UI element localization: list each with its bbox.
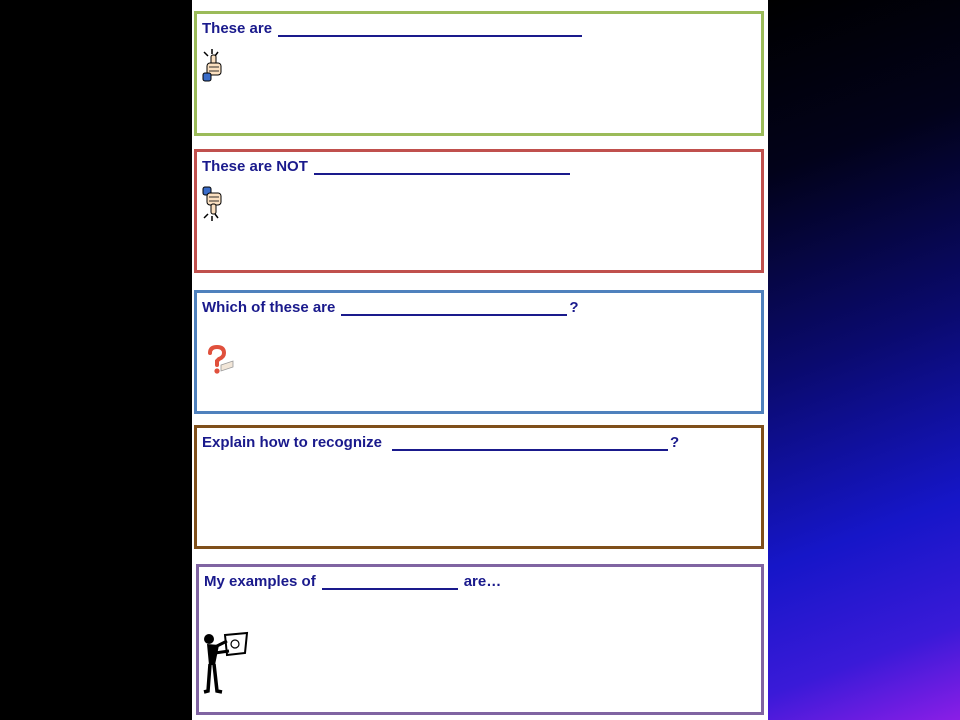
my-examples-label: My examples of	[204, 573, 316, 590]
explain-prompt	[202, 434, 679, 451]
my-examples-prompt	[204, 573, 501, 590]
right-gradient-background	[768, 0, 960, 720]
fill-in-blank	[322, 576, 458, 590]
worksheet-page	[192, 0, 768, 720]
fill-in-blank	[314, 161, 570, 175]
fill-in-blank	[392, 437, 668, 451]
person-holding-sign-icon	[201, 631, 253, 700]
these-are-prompt	[202, 20, 582, 37]
question-mark-icon	[205, 345, 235, 380]
these-are-box	[194, 11, 764, 136]
fill-in-blank	[278, 23, 582, 37]
which-of-these-label: Which of these are	[202, 299, 336, 316]
explain-box	[194, 425, 764, 549]
these-are-not-box	[194, 149, 764, 273]
thumbs-down-icon	[202, 186, 226, 227]
fill-in-blank	[341, 302, 567, 316]
these-are-not-label: These are NOT	[202, 158, 308, 175]
my-examples-box	[196, 564, 764, 715]
question-mark-suffix: ?	[569, 299, 579, 316]
which-of-these-prompt	[202, 299, 579, 316]
are-suffix: are…	[463, 573, 502, 590]
left-background	[0, 0, 192, 720]
question-mark-suffix: ?	[670, 434, 680, 451]
these-are-label: These are	[202, 20, 273, 37]
thumbs-up-icon	[202, 48, 226, 89]
explain-label: Explain how to recognize	[202, 434, 383, 451]
which-of-these-box	[194, 290, 764, 414]
these-are-not-prompt	[202, 158, 570, 175]
